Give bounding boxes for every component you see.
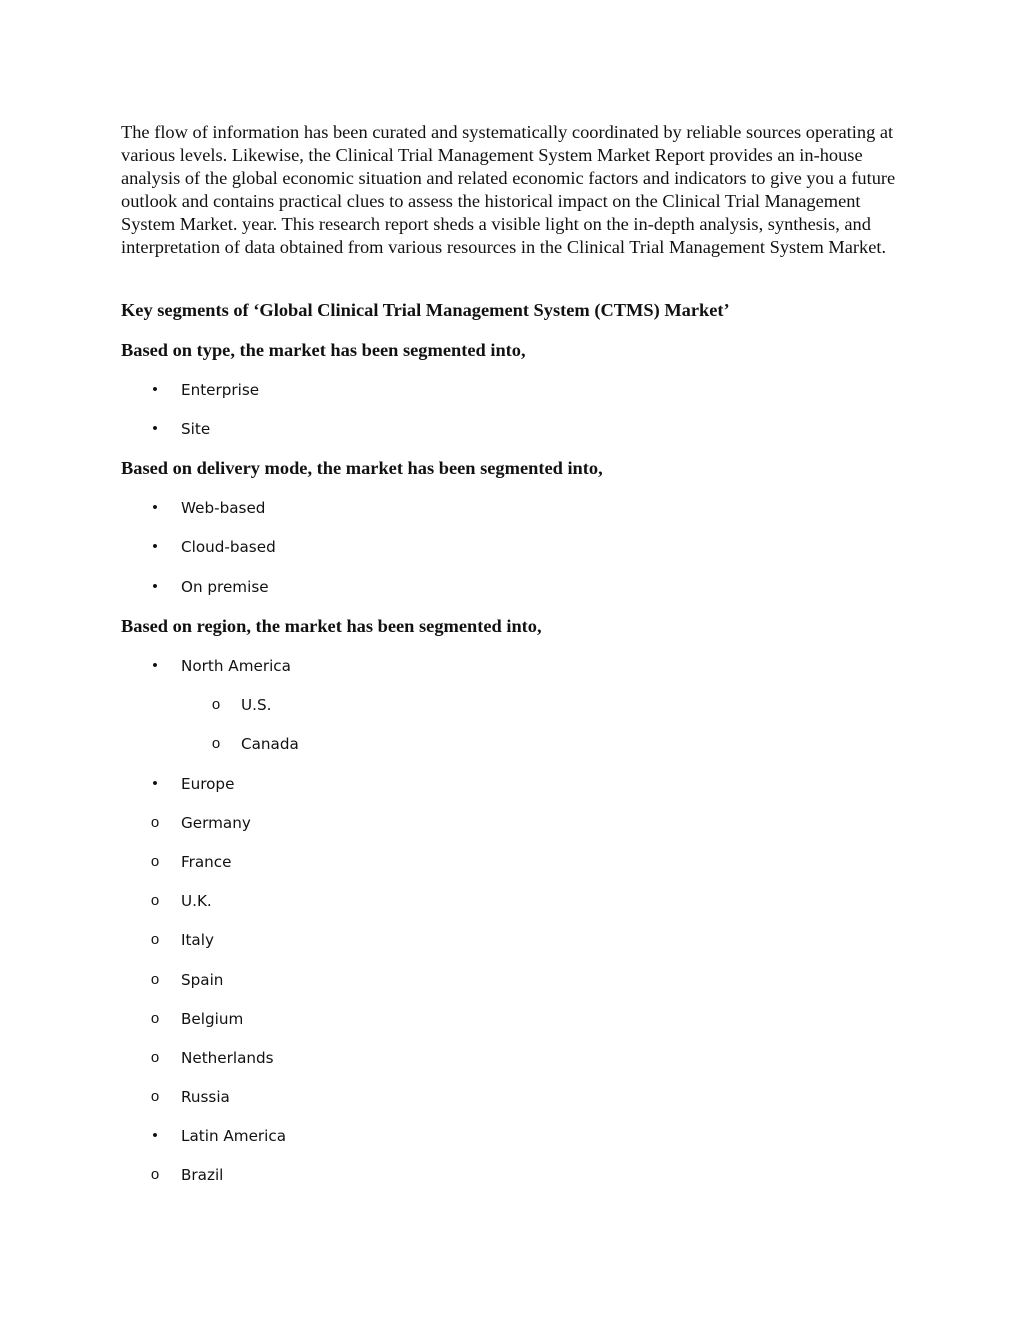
- list-item-label: Russia: [181, 1088, 230, 1106]
- circle-marker: o: [150, 931, 160, 948]
- list-item-label: Brazil: [181, 1166, 224, 1184]
- list-item-label: Enterprise: [181, 381, 260, 399]
- list-item-label: U.K.: [181, 892, 212, 910]
- list-item-label: Germany: [181, 814, 251, 832]
- type-heading: Based on type, the market has been segmented into,: [121, 340, 526, 360]
- delivery-heading: Based on delivery mode, the market has been segmented into,: [121, 458, 603, 478]
- bullet-marker: •: [152, 499, 158, 516]
- bullet-marker: •: [152, 775, 158, 792]
- list-item-label: Europe: [181, 775, 235, 793]
- list-item-label: Netherlands: [181, 1049, 274, 1067]
- key-segments-heading: Key segments of ‘Global Clinical Trial Management System (CTMS) Market’: [121, 300, 730, 320]
- circle-marker: o: [150, 1088, 160, 1105]
- list-item-label: Spain: [181, 971, 224, 989]
- bullet-marker: •: [152, 538, 158, 555]
- bullet-marker: •: [152, 381, 158, 398]
- list-item-label: U.S.: [241, 696, 272, 714]
- list-item-label: Cloud-based: [181, 538, 276, 556]
- list-item-label: North America: [181, 657, 291, 675]
- intro-paragraph: The flow of information has been curated and systematically coordinated by reliable sources operating at various levels. Likewise, the Clinical Trial Management System Market Report provides an in-house analysis of the global economic situation and related economic factors and indicators to give you a future outlook and contains practical clues to assess the historical impact on the Clinical Trial Management System Market. year. This research report sheds a visible light on the in-depth analysis, synthesis, and interpretation of data obtained from various resources in the Clinical Trial Management System Market.: [121, 122, 896, 257]
- list-item-label: Belgium: [181, 1010, 244, 1028]
- bullet-marker: •: [152, 657, 158, 674]
- circle-marker: o: [211, 696, 221, 713]
- list-item-label: France: [181, 853, 232, 871]
- circle-marker: o: [150, 1166, 160, 1183]
- list-item-label: Canada: [241, 735, 299, 753]
- circle-marker: o: [150, 1049, 160, 1066]
- list-item-label: Web-based: [181, 499, 266, 517]
- list-item-label: Italy: [181, 931, 214, 949]
- circle-marker: o: [150, 814, 160, 831]
- circle-marker: o: [211, 735, 221, 752]
- bullet-marker: •: [152, 1127, 158, 1144]
- circle-marker: o: [150, 1010, 160, 1027]
- region-heading: Based on region, the market has been segmented into,: [121, 616, 542, 636]
- circle-marker: o: [150, 892, 160, 909]
- circle-marker: o: [150, 853, 160, 870]
- bullet-marker: •: [152, 578, 158, 595]
- bullet-marker: •: [152, 420, 158, 437]
- list-item-label: On premise: [181, 578, 269, 596]
- circle-marker: o: [150, 971, 160, 988]
- list-item-label: Latin America: [181, 1127, 287, 1145]
- list-item-label: Site: [181, 420, 211, 438]
